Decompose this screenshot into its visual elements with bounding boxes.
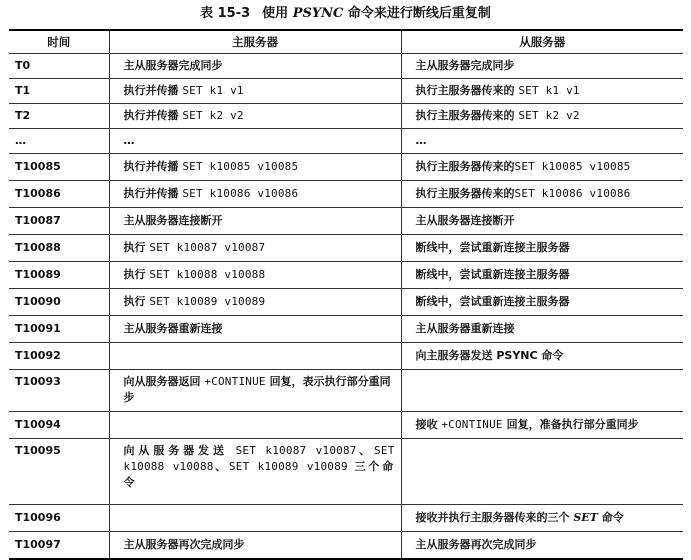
command-text: SET k10085 v10085 xyxy=(182,160,299,173)
master-cell xyxy=(109,532,401,559)
slave-cell xyxy=(401,316,683,343)
table-row xyxy=(9,154,683,181)
cell-text: … xyxy=(123,134,135,147)
time-cell: T10091 xyxy=(9,316,109,343)
cell-text: … xyxy=(415,134,427,147)
cell-text: 主从服务器再次完成同步 xyxy=(415,537,537,551)
header-time: 时间 xyxy=(9,30,109,54)
caption-text-post: 命令来进行断线后重复制 xyxy=(343,6,491,21)
table-row xyxy=(9,370,683,412)
command-text: SET k10086 v10086 xyxy=(182,187,299,200)
time-cell: T10093 xyxy=(9,370,109,412)
master-cell xyxy=(109,289,401,316)
cell-text: 回复，准备执行部分重同步 xyxy=(502,418,639,431)
cell-text: 、 xyxy=(356,444,375,457)
psync-table xyxy=(9,29,683,560)
time-cell: T10092 xyxy=(9,343,109,370)
cell-text: 回复，表示执行部分重同步 xyxy=(123,375,391,404)
cell-text: 、 xyxy=(213,460,229,473)
slave-cell xyxy=(401,235,683,262)
header-master: 主服务器 xyxy=(109,30,401,54)
table-row xyxy=(9,289,683,316)
table-row xyxy=(9,54,683,79)
time-cell: T2 xyxy=(9,104,109,129)
time-cell: T10094 xyxy=(9,412,109,439)
master-cell xyxy=(109,505,401,532)
cell-text: 主从服务器完成同步 xyxy=(415,59,515,72)
table-row xyxy=(9,262,683,289)
cell-text: 执行主服务器传来的 xyxy=(415,187,515,200)
slave-cell xyxy=(401,104,683,129)
time-cell: T10095 xyxy=(9,439,109,505)
command-text: SET k2 v2 xyxy=(518,109,580,122)
caption-command: PSYNC xyxy=(292,6,344,21)
master-cell xyxy=(109,181,401,208)
time-cell: T10097 xyxy=(9,532,109,559)
cell-text: 向主服务器发送 PSYNC 命令 xyxy=(415,349,564,362)
slave-cell xyxy=(401,370,683,412)
cell-text: 执行并传播 xyxy=(123,109,183,122)
table-row xyxy=(9,439,683,505)
master-cell xyxy=(109,316,401,343)
master-cell xyxy=(109,208,401,235)
cell-text: 命令 xyxy=(597,511,624,524)
caption-text-pre: 使用 xyxy=(262,6,293,21)
command-text: SET k10088 v10088 xyxy=(149,268,266,281)
command-text: SET k10085 v10085 xyxy=(514,160,631,173)
command-text: SET k10089 v10089 xyxy=(228,460,348,473)
cell-text: 执行并传播 xyxy=(123,84,183,97)
slave-cell xyxy=(401,154,683,181)
cell-text: 执行主服务器传来的 xyxy=(415,160,515,173)
time-cell: T1 xyxy=(9,79,109,104)
slave-cell xyxy=(401,54,683,79)
command-text: SET k1 v1 xyxy=(182,84,244,97)
cell-text: 主从服务器重新连接 xyxy=(415,322,515,335)
cell-text: 向从服务器发送 xyxy=(123,444,236,457)
time-cell: T10089 xyxy=(9,262,109,289)
command-text: SET k10086 v10086 xyxy=(514,187,631,200)
table-body xyxy=(9,54,683,559)
table-row xyxy=(9,181,683,208)
table-row xyxy=(9,505,683,532)
slave-cell xyxy=(401,208,683,235)
command-text: +CONTINUE xyxy=(204,375,266,388)
cell-text: 主从服务器重新连接 xyxy=(123,322,223,335)
cell-text: 执行 xyxy=(123,268,150,281)
time-cell: T10096 xyxy=(9,505,109,532)
master-cell xyxy=(109,235,401,262)
time-cell: T10088 xyxy=(9,235,109,262)
cell-text: 接收并执行主服务器传来的三个 xyxy=(415,511,574,524)
slave-cell xyxy=(401,532,683,559)
cell-text: 断线中，尝试重新连接主服务器 xyxy=(415,241,570,254)
time-cell: T10085 xyxy=(9,154,109,181)
master-cell xyxy=(109,154,401,181)
table-row xyxy=(9,532,683,559)
cell-text: 三个命令 xyxy=(123,460,395,489)
table-row xyxy=(9,79,683,104)
cell-text: 向从服务器返回 xyxy=(123,375,205,388)
cell-text: 执行并传播 xyxy=(123,160,183,173)
cell-text: 主从服务器再次完成同步 xyxy=(123,537,245,551)
cell-text: 接收 xyxy=(415,418,442,431)
cell-text: 执行 xyxy=(123,241,150,254)
command-text: SET k10089 v10089 xyxy=(149,295,266,308)
command-text: +CONTINUE xyxy=(441,418,503,431)
master-cell xyxy=(109,104,401,129)
slave-cell xyxy=(401,412,683,439)
slave-cell xyxy=(401,79,683,104)
time-cell: T0 xyxy=(9,54,109,79)
command-text: SET k1 v1 xyxy=(518,84,580,97)
cell-text: 主从服务器连接断开 xyxy=(123,214,223,227)
command-text: SET k10087 v10087 xyxy=(149,241,266,254)
time-cell: T10086 xyxy=(9,181,109,208)
cell-text: 执行主服务器传来的 xyxy=(415,109,519,122)
table-caption xyxy=(0,2,691,26)
time-cell: … xyxy=(9,129,109,154)
master-cell xyxy=(109,412,401,439)
cell-text: 主从服务器完成同步 xyxy=(123,59,223,72)
cell-text: 断线中，尝试重新连接主服务器 xyxy=(415,268,570,281)
cell-text: 断线中，尝试重新连接主服务器 xyxy=(415,295,570,308)
cell-text: 执行主服务器传来的 xyxy=(415,84,519,97)
cell-text: 主从服务器连接断开 xyxy=(415,214,515,227)
master-cell xyxy=(109,129,401,154)
table-row xyxy=(9,235,683,262)
master-cell xyxy=(109,370,401,412)
table-row xyxy=(9,104,683,129)
table-row xyxy=(9,343,683,370)
command-text: SET k10088 v10088 xyxy=(123,444,395,473)
slave-cell xyxy=(401,181,683,208)
table-number: 表 15-3 xyxy=(200,6,251,21)
table-row xyxy=(9,129,683,154)
master-cell xyxy=(109,54,401,79)
table-row xyxy=(9,208,683,235)
master-cell xyxy=(109,343,401,370)
table-row xyxy=(9,316,683,343)
table-row xyxy=(9,412,683,439)
master-cell xyxy=(109,262,401,289)
slave-cell xyxy=(401,505,683,532)
command-text: SET k10087 v10087 xyxy=(235,444,357,457)
command-italic: SET xyxy=(573,511,598,524)
slave-cell xyxy=(401,343,683,370)
master-cell xyxy=(109,439,401,505)
slave-cell xyxy=(401,262,683,289)
slave-cell xyxy=(401,439,683,505)
slave-cell xyxy=(401,289,683,316)
master-cell xyxy=(109,79,401,104)
time-cell: T10087 xyxy=(9,208,109,235)
cell-text: 执行 xyxy=(123,295,150,308)
header-row xyxy=(9,30,683,54)
header-slave: 从服务器 xyxy=(401,30,683,54)
time-cell: T10090 xyxy=(9,289,109,316)
cell-text: 执行并传播 xyxy=(123,187,183,200)
command-text: SET k2 v2 xyxy=(182,109,244,122)
slave-cell xyxy=(401,129,683,154)
